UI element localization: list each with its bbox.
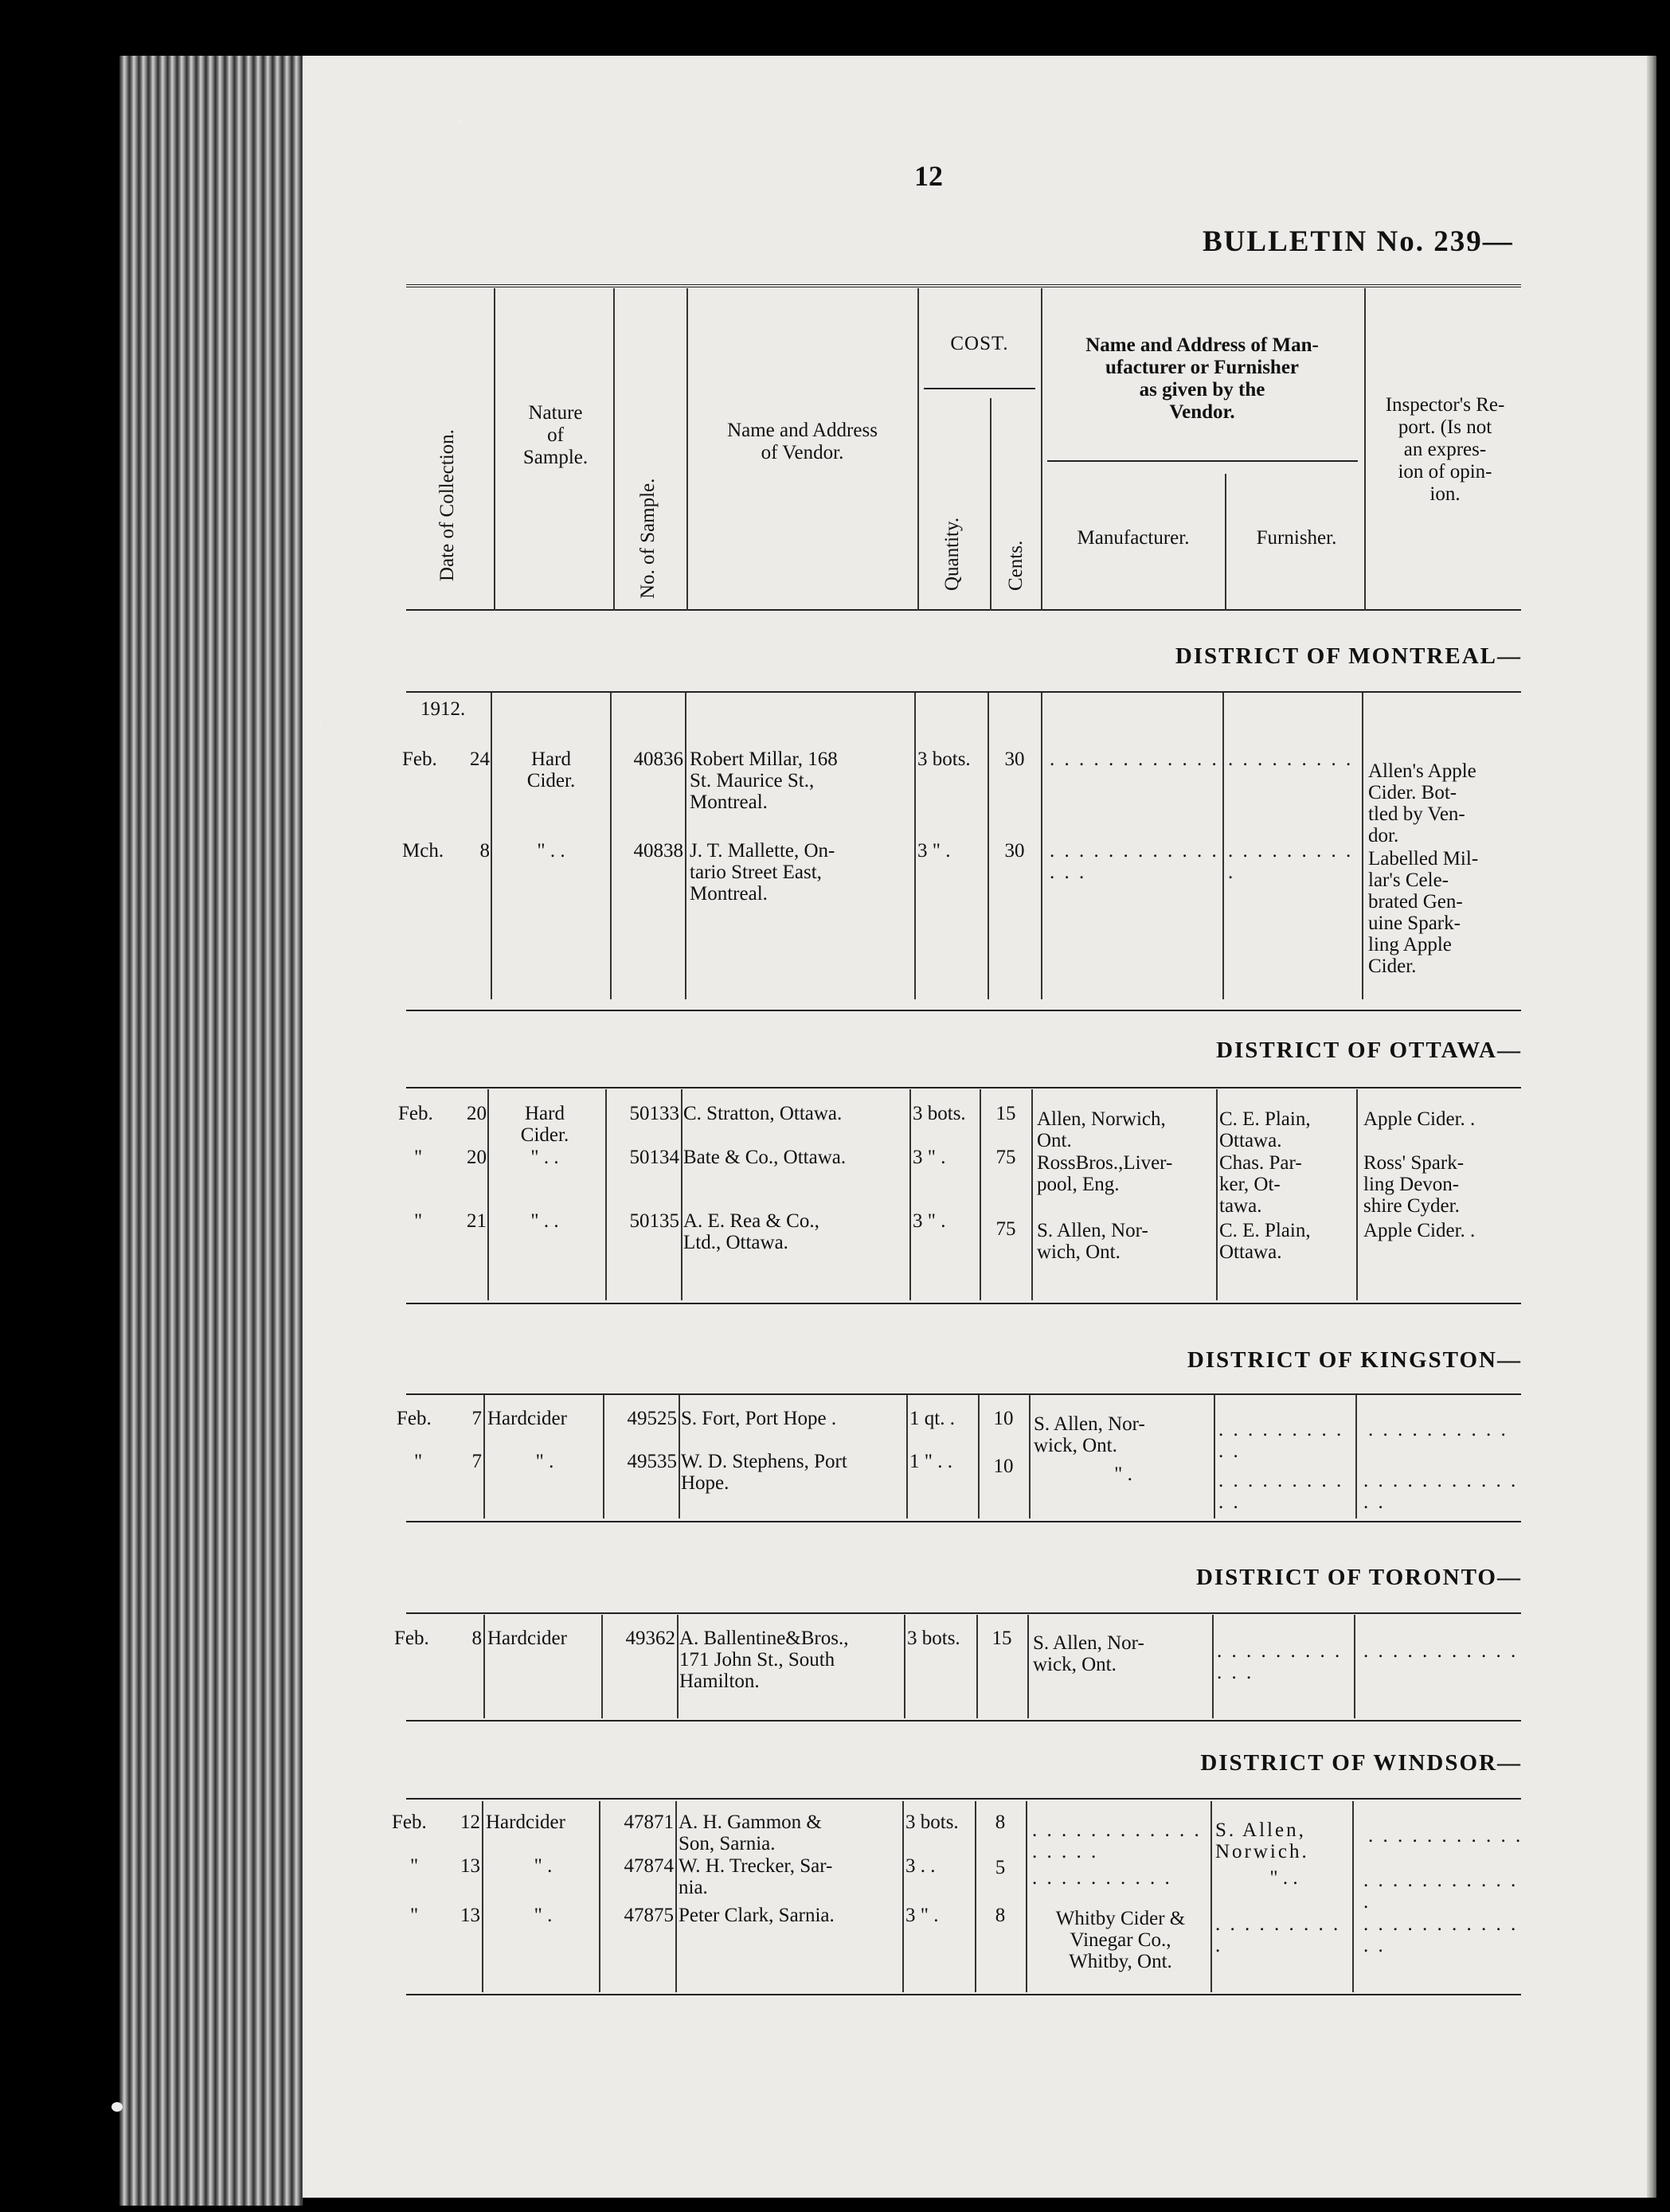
row-cents: 15	[991, 1628, 1012, 1649]
header-date: Date of Collection.	[436, 429, 458, 581]
row-quantity: 1 qt. .	[909, 1408, 955, 1429]
row-month: "	[410, 1905, 419, 1926]
col-line	[909, 1089, 911, 1300]
row-manufacturer: . . . . . . . . . . . . . . . . .	[1032, 1819, 1202, 1862]
row-sample-no: 40836	[633, 748, 683, 770]
row-quantity: 3 bots.	[905, 1811, 959, 1833]
header-bottom-rule	[406, 609, 1521, 611]
row-quantity: 3 bots.	[913, 1103, 966, 1124]
row-cents: 8	[995, 1905, 1006, 1926]
col-line	[483, 1395, 485, 1518]
row-sample-no: 47875	[624, 1905, 674, 1926]
header-sample-no: No. of Sample.	[637, 478, 659, 599]
row-vendor: Peter Clark, Sarnia.	[679, 1905, 835, 1926]
district-rule	[406, 1798, 1521, 1800]
book-spine	[119, 56, 303, 2206]
col-line	[1026, 1801, 1027, 1992]
header-manufacturer: Manufacturer.	[1077, 527, 1190, 549]
row-nature: " .	[534, 1855, 553, 1877]
col-line	[906, 1395, 908, 1518]
row-sample-no: 50135	[629, 1210, 679, 1232]
row-manufacturer: S. Allen, Nor- wich, Ont.	[1037, 1220, 1148, 1263]
row-furnisher: Chas. Par- ker, Ot- tawa.	[1219, 1152, 1302, 1217]
col-line	[1354, 1615, 1355, 1718]
district-rule	[406, 1393, 1521, 1395]
col-line	[483, 1615, 485, 1718]
row-furnisher: S. Allen, Norwich.	[1215, 1819, 1309, 1862]
row-inspector-report: . . . . . . . . . . .	[1368, 1825, 1523, 1847]
row-cents: 10	[993, 1408, 1014, 1429]
row-manufacturer: . . . . . . . . . . . . . . .	[1050, 840, 1219, 883]
row-month: Feb.	[397, 1408, 432, 1429]
row-manufacturer: " .	[1114, 1464, 1132, 1485]
col-line	[685, 693, 686, 999]
row-inspector-report: . . . . . . . . . .	[1368, 1419, 1508, 1440]
row-manufacturer: . . . . . . . . . .	[1032, 1867, 1172, 1889]
row-day: 12	[460, 1811, 480, 1833]
row-quantity: 3 bots.	[917, 748, 971, 770]
row-inspector-report: Allen's Apple Cider. Bot- tled by Ven- dor.	[1368, 760, 1476, 846]
row-quantity: 3 " .	[913, 1210, 946, 1232]
row-inspector-report: . . . . . . . . . . .	[1363, 1640, 1519, 1662]
row-month: Feb.	[392, 1811, 427, 1833]
row-nature: Hardcider	[487, 1408, 567, 1429]
col-line	[1212, 1615, 1214, 1718]
row-vendor: S. Fort, Port Hope .	[681, 1408, 837, 1429]
header-cents: Cents.	[1005, 540, 1027, 591]
col-line	[681, 1089, 682, 1300]
row-nature: Hard Cider.	[520, 1103, 569, 1146]
row-vendor: J. T. Mallette, On- tario Street East, Montreal.	[690, 840, 835, 905]
col-line	[1355, 1395, 1357, 1518]
row-inspector-report: . . . . . . . . . . . . .	[1363, 1470, 1519, 1513]
dust-speck	[111, 2102, 123, 2112]
row-manufacturer: S. Allen, Nor- wick, Ont.	[1034, 1413, 1145, 1456]
district-rule	[406, 1612, 1521, 1614]
row-inspector-report: . . . . . . . . . . . .	[1363, 1870, 1519, 1913]
col-line	[1031, 1089, 1033, 1300]
table-bottom-rule	[406, 1994, 1521, 1995]
row-nature: Hardcider	[486, 1811, 565, 1833]
row-furnisher: . . . . . . . . . . . .	[1217, 1640, 1343, 1683]
row-nature: Hardcider	[487, 1628, 567, 1649]
row-vendor: W. H. Trecker, Sar- nia.	[679, 1855, 833, 1898]
row-cents: 15	[995, 1103, 1016, 1124]
row-month: Feb.	[402, 748, 437, 770]
district-heading: DISTRICT OF KINGSTON—	[1187, 1347, 1522, 1373]
year-label: 1912.	[420, 698, 466, 720]
row-cents: 30	[1004, 748, 1025, 770]
row-quantity: 3 . .	[905, 1855, 936, 1877]
row-furnisher: C. E. Plain, Ottawa.	[1219, 1108, 1311, 1151]
row-sample-no: 47874	[624, 1855, 674, 1877]
bulletin-title: BULLETIN No. 239—	[1203, 225, 1514, 258]
row-inspector-report: Labelled Mil- lar's Cele- brated Gen- uine Spark- ling Apple Cider.	[1368, 848, 1479, 977]
row-day: 7	[471, 1451, 482, 1472]
col-line	[610, 693, 612, 999]
row-sample-no: 50133	[629, 1103, 679, 1124]
row-day: 7	[471, 1408, 482, 1429]
row-sample-no: 49362	[625, 1628, 675, 1649]
col-line	[679, 1395, 680, 1518]
row-nature: " . .	[530, 1147, 559, 1168]
row-day: 20	[467, 1103, 487, 1124]
district-rule	[406, 1087, 1521, 1088]
header-quantity: Quantity.	[941, 517, 963, 591]
row-vendor: A. E. Rea & Co., Ltd., Ottawa.	[683, 1210, 819, 1253]
col-line	[677, 1615, 679, 1718]
row-inspector-report: Ross' Spark- ling Devon- shire Cyder.	[1363, 1152, 1465, 1217]
row-day: 8	[479, 840, 490, 862]
page-number: 12	[914, 160, 943, 192]
row-cents: 30	[1004, 840, 1025, 862]
header-col-line	[494, 288, 495, 611]
col-line	[980, 1089, 981, 1300]
col-line	[1027, 1615, 1029, 1718]
col-line	[1029, 1395, 1031, 1518]
col-line	[914, 693, 916, 999]
row-sample-no: 49525	[627, 1408, 677, 1429]
dust-speck	[319, 721, 323, 725]
row-nature: " . .	[530, 1210, 559, 1232]
row-quantity: 1 " . .	[909, 1451, 952, 1472]
col-line	[605, 1089, 607, 1300]
col-line	[1356, 1089, 1358, 1300]
district-heading: DISTRICT OF WINDSOR—	[1200, 1750, 1522, 1776]
row-month: "	[410, 1855, 419, 1877]
row-cents: 5	[995, 1857, 1006, 1878]
row-furnisher: " . .	[1269, 1867, 1298, 1889]
row-furnisher: C. E. Plain, Ottawa.	[1219, 1220, 1311, 1263]
row-day: 20	[467, 1147, 487, 1168]
header-col-line	[686, 288, 688, 611]
col-line	[491, 693, 492, 999]
row-manufacturer: Allen, Norwich, Ont.	[1037, 1108, 1166, 1151]
header-maker-group: Name and Address of Man- ufacturer or Furnisher as given by the Vendor.	[1085, 334, 1319, 423]
header-top-rule	[406, 284, 1521, 287]
district-heading: DISTRICT OF TORONTO—	[1195, 1565, 1522, 1590]
header-col-line	[917, 288, 919, 611]
row-vendor: W. D. Stephens, Port Hope.	[681, 1451, 847, 1494]
row-furnisher: . . . . . . . . .	[1228, 748, 1354, 770]
row-month: Mch.	[402, 840, 444, 862]
row-quantity: 3 " .	[905, 1905, 939, 1926]
row-quantity: 3 " .	[913, 1147, 946, 1168]
row-nature: " .	[535, 1451, 554, 1472]
row-cents: 8	[995, 1811, 1006, 1833]
row-nature: " .	[534, 1905, 553, 1926]
row-nature: Hard Cider.	[526, 748, 576, 791]
cost-sub-rule	[924, 388, 1035, 389]
row-month: "	[414, 1147, 423, 1168]
col-line	[1216, 1089, 1218, 1300]
header-col-line	[1041, 288, 1042, 611]
row-month: "	[414, 1451, 423, 1472]
row-furnisher: . . . . . . . . . .	[1228, 840, 1354, 883]
header-cost: COST.	[950, 333, 1009, 354]
row-day: 24	[470, 748, 490, 770]
row-furnisher: . . . . . . . . . .	[1215, 1913, 1341, 1956]
row-vendor: C. Stratton, Ottawa.	[683, 1103, 843, 1124]
header-nature: Nature of Sample.	[522, 402, 589, 468]
row-day: 21	[467, 1210, 487, 1232]
district-rule	[406, 1720, 1521, 1722]
row-inspector-report: . . . . . . . . . . . . .	[1363, 1913, 1519, 1956]
row-furnisher: . . . . . . . . . . .	[1218, 1419, 1344, 1462]
col-line	[675, 1801, 677, 1992]
row-cents: 75	[995, 1218, 1016, 1240]
row-vendor: Bate & Co., Ottawa.	[683, 1147, 847, 1168]
header-furnisher: Furnisher.	[1256, 527, 1337, 549]
col-line	[1362, 693, 1363, 999]
row-sample-no: 50134	[629, 1147, 679, 1168]
district-rule	[406, 691, 1521, 693]
header-col-line	[990, 398, 991, 611]
row-vendor: A. Ballentine&Bros., 171 John St., South Hamilton.	[679, 1628, 849, 1692]
maker-sub-rule	[1047, 460, 1358, 462]
row-inspector-report: Apple Cider. .	[1363, 1220, 1476, 1241]
district-heading: DISTRICT OF MONTREAL—	[1175, 643, 1522, 669]
row-manufacturer: . . . . . . . . . . . .	[1050, 748, 1219, 770]
col-line	[603, 1395, 604, 1518]
row-vendor: A. H. Gammon & Son, Sarnia.	[679, 1811, 822, 1854]
district-rule	[406, 1303, 1521, 1304]
row-month: "	[414, 1210, 423, 1232]
row-month: Feb.	[398, 1103, 433, 1124]
col-line	[1214, 1395, 1215, 1518]
district-rule	[406, 1521, 1521, 1522]
col-line	[1041, 693, 1042, 999]
row-day: 8	[471, 1628, 482, 1649]
header-inspector-report: Inspector's Re- port. (Is not an expres- ion of opin- ion.	[1385, 394, 1505, 505]
col-line	[988, 693, 989, 999]
row-vendor: Robert Millar, 168 St. Maurice St., Montreal.	[690, 748, 838, 813]
row-inspector-report: Apple Cider. .	[1363, 1108, 1476, 1130]
dust-speck	[458, 119, 462, 123]
header-vendor: Name and Address of Vendor.	[727, 420, 878, 463]
col-line	[1352, 1801, 1354, 1992]
header-col-line	[1364, 288, 1366, 611]
row-quantity: 3 " .	[917, 840, 951, 862]
header-col-line	[613, 288, 615, 611]
row-manufacturer: RossBros.,Liver- pool, Eng.	[1037, 1152, 1173, 1195]
row-manufacturer: Whitby Cider & Vinegar Co., Whitby, Ont.	[1055, 1908, 1186, 1972]
row-month: Feb.	[394, 1628, 429, 1649]
row-nature: " . .	[537, 840, 565, 862]
col-line	[904, 1615, 905, 1718]
row-sample-no: 49535	[627, 1451, 677, 1472]
district-rule	[406, 1010, 1521, 1011]
header-col-line	[1225, 474, 1226, 611]
district-heading: DISTRICT OF OTTAWA—	[1216, 1038, 1522, 1063]
row-sample-no: 47871	[624, 1811, 674, 1833]
row-sample-no: 40838	[633, 840, 683, 862]
row-cents: 75	[995, 1147, 1016, 1168]
row-day: 13	[460, 1905, 480, 1926]
row-quantity: 3 bots.	[907, 1628, 960, 1649]
col-line	[1210, 1801, 1212, 1992]
row-cents: 10	[993, 1456, 1014, 1477]
row-furnisher: . . . . . . . . . . .	[1218, 1470, 1344, 1513]
col-line	[482, 1801, 483, 1992]
row-day: 13	[460, 1855, 480, 1877]
col-line	[1222, 693, 1224, 999]
page-edge	[1647, 56, 1656, 2198]
row-manufacturer: S. Allen, Nor- wick, Ont.	[1033, 1632, 1144, 1675]
